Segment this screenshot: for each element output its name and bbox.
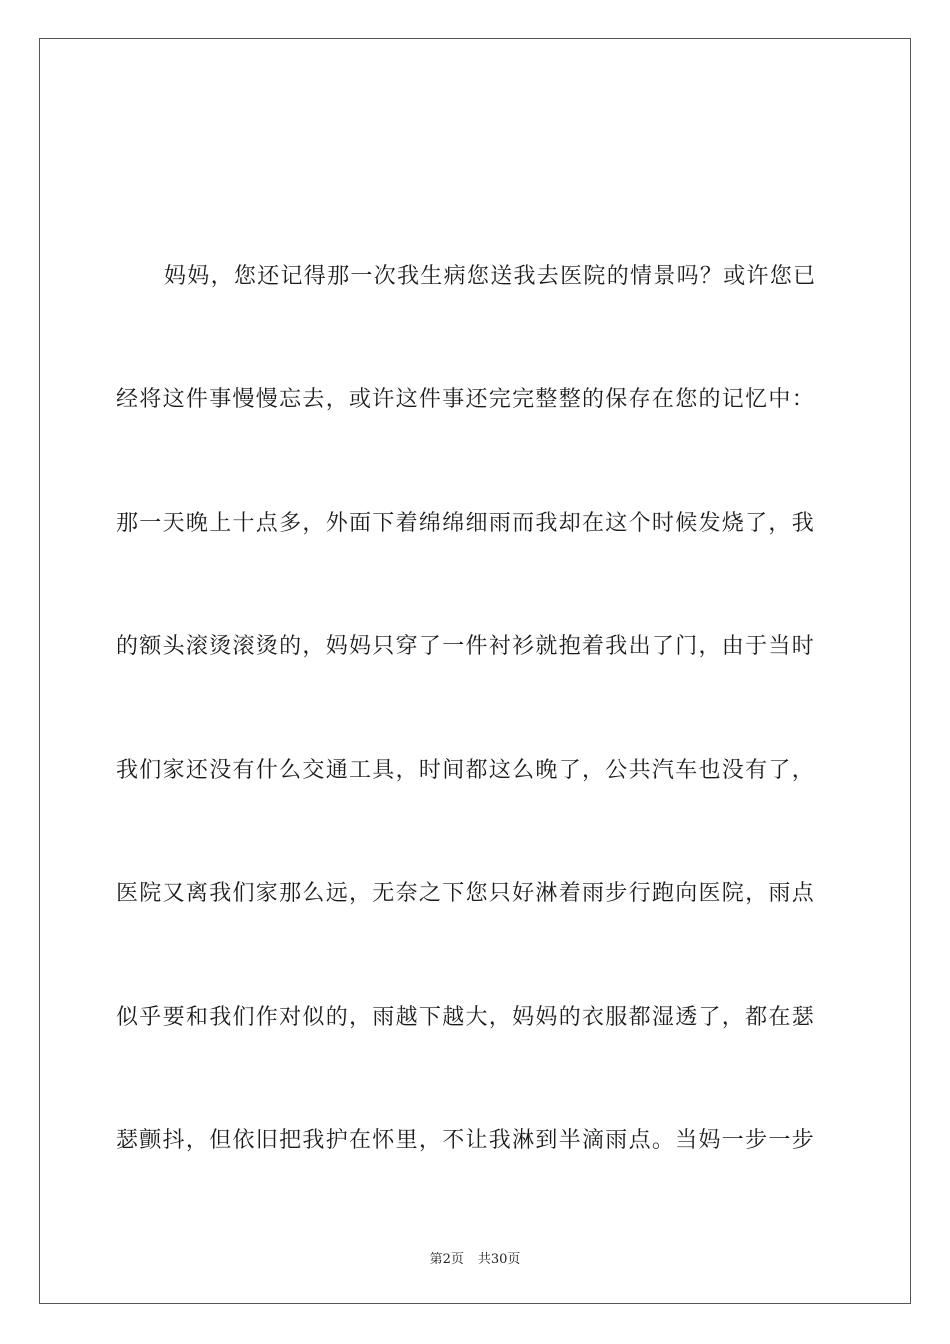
paragraph-line: 我们家还没有什么交通工具，时间都这么晚了，公共汽车也没有了， bbox=[116, 758, 816, 783]
paragraph-line: 妈妈，您还记得那一次我生病您送我去医院的情景吗？或许您已 bbox=[164, 264, 817, 289]
paragraph-line: 那一天晚上十点多，外面下着绵绵细雨而我却在这个时候发烧了，我 bbox=[116, 511, 816, 536]
paragraph-line: 经将这件事慢慢忘去，或许这件事还完完整整的保存在您的记忆中： bbox=[116, 387, 816, 412]
page-footer bbox=[0, 1248, 950, 1267]
paragraph-line: 医院又离我们家那么远，无奈之下您只好淋着雨步行跑向医院，雨点 bbox=[116, 881, 816, 906]
page-border bbox=[39, 38, 911, 1304]
page-total: 共30页 bbox=[477, 1252, 521, 1267]
paragraph-line: 似乎要和我们作对似的，雨越下越大，妈妈的衣服都湿透了，都在瑟 bbox=[116, 1005, 816, 1030]
page-number: 第2页 bbox=[429, 1252, 464, 1267]
paragraph-line: 瑟颤抖，但依旧把我护在怀里，不让我淋到半滴雨点。当妈一步一步 bbox=[116, 1128, 816, 1153]
paragraph-line: 的额头滚烫滚烫的，妈妈只穿了一件衬衫就抱着我出了门，由于当时 bbox=[116, 634, 816, 659]
